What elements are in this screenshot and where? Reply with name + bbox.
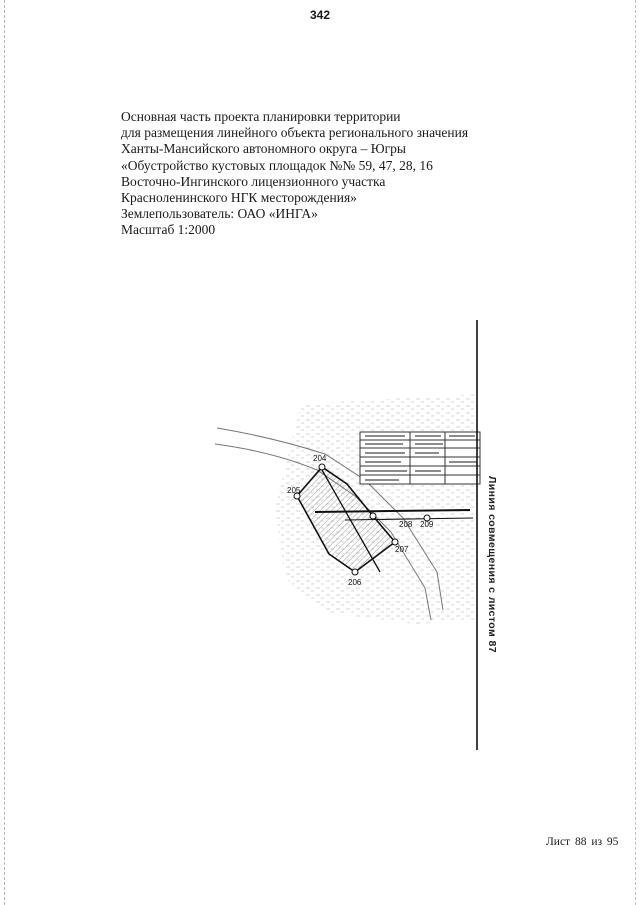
title-block — [121, 109, 501, 239]
title-line: «Обустройство кустовых площадок №№ 59, 47, 28, 16 — [121, 157, 433, 173]
scan-edge-right — [635, 0, 637, 905]
boundary-point — [352, 569, 358, 575]
sheet-prefix: Лист — [546, 836, 571, 848]
sheet-separator: из — [591, 836, 603, 848]
boundary-point — [319, 464, 325, 470]
title-line: Основная часть проекта планировки территории — [121, 109, 401, 124]
sheet-total: 95 — [606, 836, 619, 848]
plan-map — [205, 320, 505, 750]
plan-drawing — [205, 320, 505, 750]
sheet-current: 88 — [574, 836, 587, 848]
scale-line: Масштаб 1:2000 — [121, 222, 216, 238]
point-label-206: 206 — [348, 578, 362, 587]
point-label-204: 204 — [313, 454, 327, 463]
land-user-line: Землепользователь: ОАО «ИНГА» — [121, 206, 318, 222]
page-number: 342 — [309, 8, 331, 22]
point-label-207: 207 — [395, 545, 409, 554]
point-label-209: 209 — [420, 520, 434, 529]
point-label-205: 205 — [287, 486, 301, 495]
sheet-info — [546, 836, 620, 848]
point-label-208: 208 — [399, 520, 413, 529]
title-line: для размещения линейного объекта регионального значения — [121, 125, 469, 141]
title-line: Восточно-Ингинского лицензионного участка — [121, 173, 386, 189]
match-line-text: Линия совмещения с листом 87 — [486, 476, 498, 653]
title-line: Ханты-Мансийского автономного округа – Югры — [121, 141, 406, 157]
scan-edge-left — [4, 0, 6, 905]
data-table — [360, 432, 480, 484]
boundary-point — [370, 513, 376, 519]
title-line: Красноленинского НГК месторождения» — [121, 190, 357, 206]
